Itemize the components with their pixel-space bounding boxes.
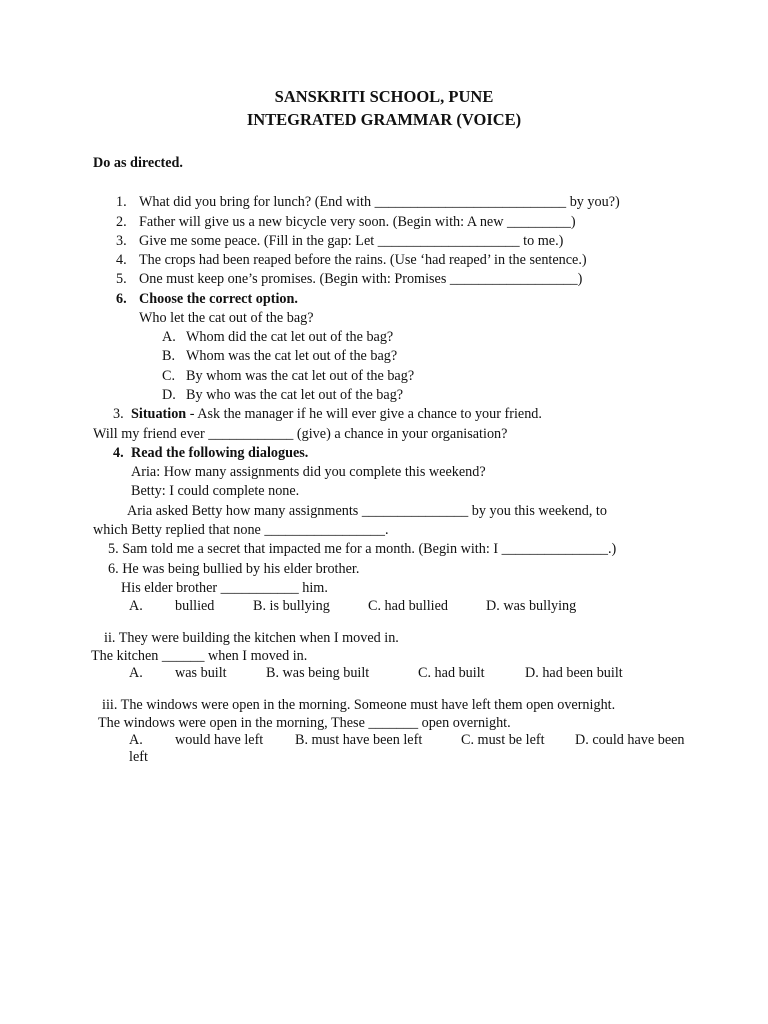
question-number: 5. bbox=[116, 271, 127, 287]
situation-line bbox=[131, 405, 542, 423]
question-number: 2. bbox=[116, 214, 127, 230]
question-fill: His elder brother ___________ him. bbox=[121, 580, 328, 596]
option-text: C. must be left bbox=[461, 732, 545, 748]
option-letter: B. bbox=[162, 348, 176, 364]
question-heading: Choose the correct option. bbox=[139, 291, 298, 307]
question-text: Give me some peace. (Fill in the gap: Let ____________________ to me.) bbox=[139, 233, 564, 249]
question-stem: 6. He was being bullied by his elder brother. bbox=[108, 561, 360, 577]
option-text: B. was being built bbox=[266, 665, 370, 681]
situation-answer: Will my friend ever ____________ (give) a chance in your organisation? bbox=[93, 426, 508, 442]
reported-speech-line: which Betty replied that none _________________. bbox=[93, 522, 389, 538]
situation-text: - Ask the manager if he will ever give a chance to your friend. bbox=[186, 406, 542, 422]
dialogue-betty: Betty: I could complete none. bbox=[131, 483, 300, 499]
option-text: bullied bbox=[175, 598, 215, 614]
question-text: The crops had been reaped before the rains. (Use ‘had reaped’ in the sentence.) bbox=[139, 252, 587, 268]
question-heading: Read the following dialogues. bbox=[131, 445, 309, 461]
question-prompt: Who let the cat out of the bag? bbox=[139, 310, 314, 326]
option-letter: A. bbox=[129, 598, 143, 614]
question-text: 5. Sam told me a secret that impacted me for a month. (Begin with: I _______________.) bbox=[108, 541, 617, 557]
option-text: B. is bullying bbox=[253, 598, 330, 614]
question-text: Father will give us a new bicycle very soon. (Begin with: A new _________) bbox=[139, 214, 576, 230]
question-stem: iii. The windows were open in the morning. Someone must have left them open overnight. bbox=[102, 697, 616, 713]
question-number: 4. bbox=[116, 252, 127, 268]
option-text: By whom was the cat let out of the bag? bbox=[186, 368, 415, 384]
option-text: C. had built bbox=[418, 665, 485, 681]
instruction: Do as directed. bbox=[93, 155, 183, 171]
question-number: 3. bbox=[113, 406, 124, 422]
question-number: 4. bbox=[113, 445, 124, 461]
option-text: C. had bullied bbox=[368, 598, 448, 614]
option-text: D. could have been bbox=[575, 732, 685, 748]
option-letter: A. bbox=[129, 665, 143, 681]
option-letter: C. bbox=[162, 368, 176, 384]
option-text: D. was bullying bbox=[486, 598, 577, 614]
reported-speech-line: Aria asked Betty how many assignments _______________ by you this weekend, to bbox=[127, 503, 607, 519]
question-text: What did you bring for lunch? (End with ___________________________ by you?) bbox=[139, 194, 620, 210]
question-number: 1. bbox=[116, 194, 127, 210]
question-fill: The windows were open in the morning, These _______ open overnight. bbox=[98, 715, 511, 731]
option-text: By who was the cat let out of the bag? bbox=[186, 387, 404, 403]
school-title: SANSKRITI SCHOOL, PUNE bbox=[274, 87, 494, 106]
option-letter: D. bbox=[162, 387, 176, 403]
option-text: B. must have been left bbox=[295, 732, 423, 748]
question-number: 3. bbox=[116, 233, 127, 249]
option-text: would have left bbox=[175, 732, 264, 748]
question-text: One must keep one’s promises. (Begin with: Promises __________________) bbox=[139, 271, 583, 287]
situation-label: Situation bbox=[131, 406, 187, 422]
option-text: Whom was the cat let out of the bag? bbox=[186, 348, 398, 364]
option-letter: A. bbox=[162, 329, 176, 345]
question-fill: The kitchen ______ when I moved in. bbox=[91, 648, 308, 664]
option-text-wrap: left bbox=[129, 749, 148, 765]
question-stem: ii. They were building the kitchen when I moved in. bbox=[104, 630, 399, 646]
option-text: was built bbox=[175, 665, 227, 681]
dialogue-aria: Aria: How many assignments did you complete this weekend? bbox=[131, 464, 486, 480]
question-number: 6. bbox=[116, 291, 127, 307]
option-letter: A. bbox=[129, 732, 143, 748]
worksheet-title: INTEGRATED GRAMMAR (VOICE) bbox=[246, 110, 522, 129]
option-text: D. had been built bbox=[525, 665, 623, 681]
option-text: Whom did the cat let out of the bag? bbox=[186, 329, 394, 345]
